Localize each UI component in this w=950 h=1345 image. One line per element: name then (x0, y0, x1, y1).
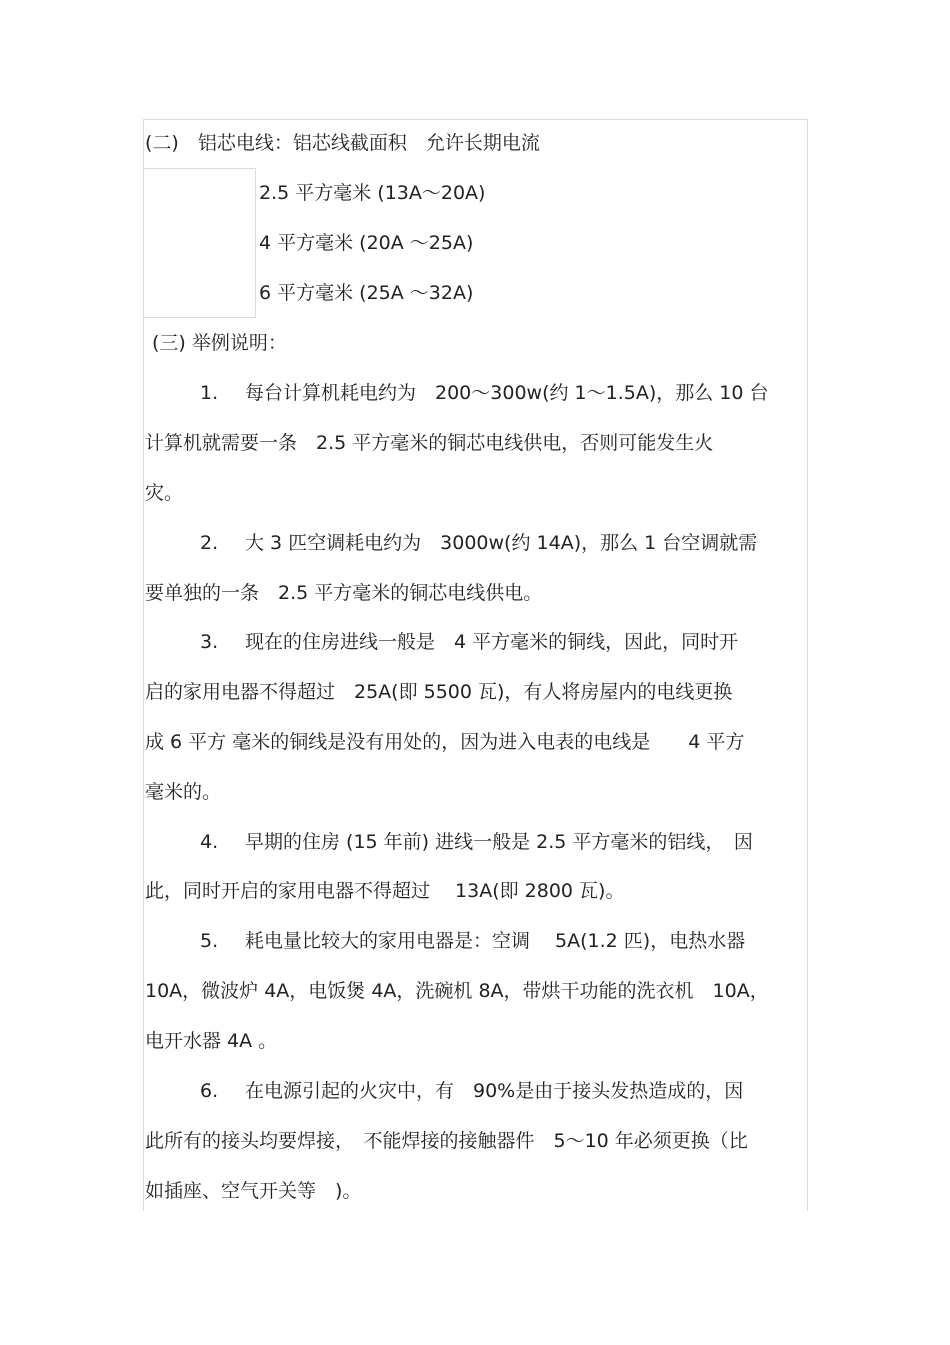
item-text-line: 电开水器 4A 。 (145, 1030, 278, 1052)
wire-size-row: 6 平方毫米 (25A ～32A) (259, 282, 474, 304)
item-text-line: 在电源引起的火灾中，有 90%是由于接头发热造成的，因 (245, 1080, 744, 1102)
frame-right-border (807, 119, 808, 1211)
item-text-line: 启的家用电器不得超过 25A(即 5500 瓦)，有人将房屋内的电线更换 (145, 681, 733, 703)
table-inner-divider (255, 168, 256, 318)
frame-top-border (143, 119, 808, 120)
item-text-line: 毫米的。 (145, 781, 222, 803)
item-text-line: 要单独的一条 2.5 平方毫米的铜芯电线供电。 (145, 582, 543, 604)
wire-size-row: 4 平方毫米 (20A ～25A) (259, 232, 474, 254)
item-text-line: 此所有的接头均要焊接， 不能焊接的接触器件 5～10 年必须更换（比 (145, 1130, 748, 1152)
item-text-line: 早期的住房 (15 年前) 进线一般是 2.5 平方毫米的铝线， 因 (245, 831, 753, 853)
item-text-line: 计算机就需要一条 2.5 平方毫米的铜芯电线供电，否则可能发生火 (145, 432, 714, 454)
table-inner-bottom-border (143, 317, 256, 318)
section2-heading: (二) 铝芯电线：铝芯线截面积 允许长期电流 (145, 132, 540, 154)
item-text-line: 灾。 (145, 482, 184, 504)
item-number: 3. (200, 631, 219, 653)
item-number: 2. (200, 532, 219, 554)
section3-heading: (三) 举例说明： (152, 332, 287, 354)
item-text-line: 成 6 平方 毫米的铜线是没有用处的，因为进入电表的电线是 4 平方 (145, 731, 745, 753)
item-text-line: 如插座、空气开关等 )。 (145, 1180, 362, 1202)
item-text-line: 10A，微波炉 4A，电饭煲 4A，洗碗机 8A，带烘干功能的洗衣机 10A， (145, 980, 769, 1002)
item-text-line: 此，同时开启的家用电器不得超过 13A(即 2800 瓦)。 (145, 880, 625, 902)
wire-size-row: 2.5 平方毫米 (13A～20A) (259, 182, 486, 204)
item-number: 5. (200, 930, 219, 952)
item-text-line: 大 3 匹空调耗电约为 3000w(约 14A)，那么 1 台空调就需 (245, 532, 758, 554)
item-text-line: 每台计算机耗电约为 200～300w(约 1～1.5A)，那么 10 台 (245, 382, 769, 404)
item-number: 6. (200, 1080, 219, 1102)
item-text-line: 现在的住房进线一般是 4 平方毫米的铜线，因此，同时开 (245, 631, 739, 653)
item-number: 1. (200, 382, 219, 404)
item-text-line: 耗电量比较大的家用电器是：空调 5A(1.2 匹)，电热水器 (245, 930, 746, 952)
table-inner-top-border (143, 168, 256, 169)
frame-left-border (143, 119, 144, 1211)
item-number: 4. (200, 831, 219, 853)
